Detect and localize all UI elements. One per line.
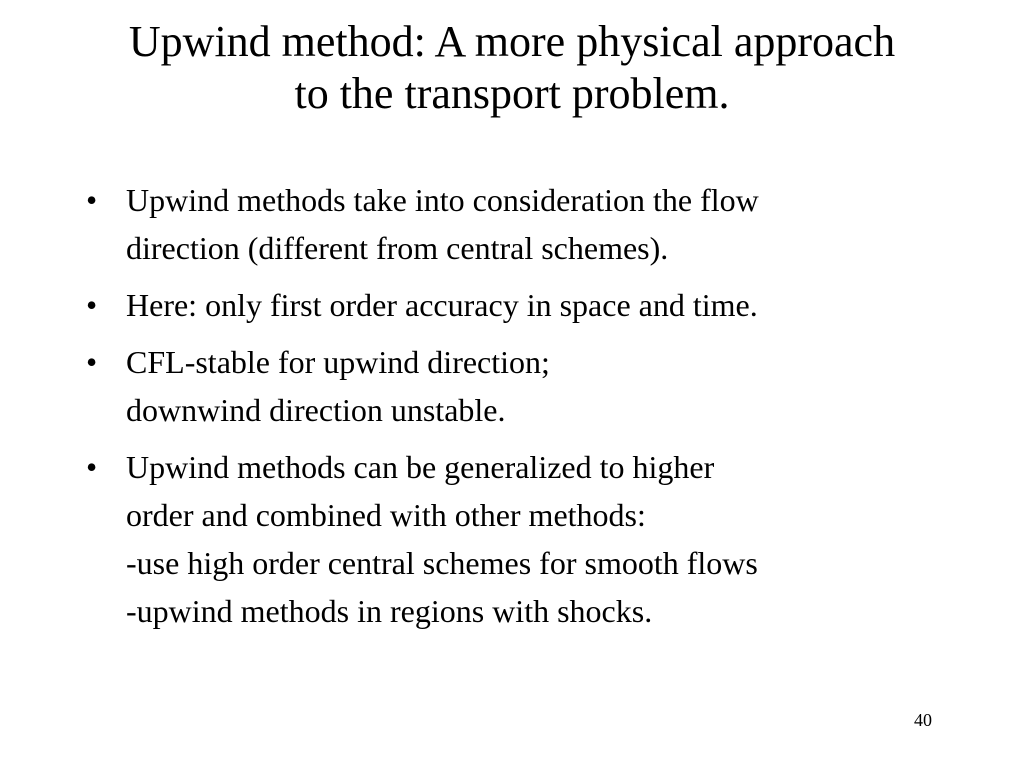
bullet-item bbox=[84, 281, 964, 329]
bullet-text-line: Upwind methods can be generalized to higher bbox=[126, 449, 715, 485]
bullet-text-line: -upwind methods in regions with shocks. bbox=[126, 593, 653, 629]
title-line: Upwind method: A more physical approach bbox=[128, 17, 896, 66]
bullet-text-line: Upwind methods take into consideration the flow bbox=[126, 182, 759, 218]
page-number: 40 bbox=[914, 710, 932, 730]
bullet-text-line: order and combined with other methods: bbox=[126, 497, 646, 533]
bullet-text-line: -use high order central schemes for smooth flows bbox=[126, 545, 758, 581]
bullet-text-line: downwind direction unstable. bbox=[126, 392, 506, 428]
title-line: to the transport problem. bbox=[294, 69, 730, 118]
bullet-text-line: Here: only first order accuracy in space and time. bbox=[126, 287, 758, 323]
bullet-dot-icon: • bbox=[86, 182, 98, 218]
bullet-item bbox=[84, 176, 964, 272]
bullet-dot-icon: • bbox=[86, 344, 98, 380]
bullet-text-line: direction (different from central schemes). bbox=[126, 230, 669, 266]
slide-title bbox=[40, 16, 984, 120]
bullet-text-line: CFL-stable for upwind direction; bbox=[126, 344, 550, 380]
bullet-dot-icon: • bbox=[86, 449, 98, 485]
bullet-list bbox=[84, 176, 964, 644]
bullet-item bbox=[84, 443, 964, 635]
bullet-dot-icon: • bbox=[86, 287, 98, 323]
bullet-item bbox=[84, 338, 964, 434]
